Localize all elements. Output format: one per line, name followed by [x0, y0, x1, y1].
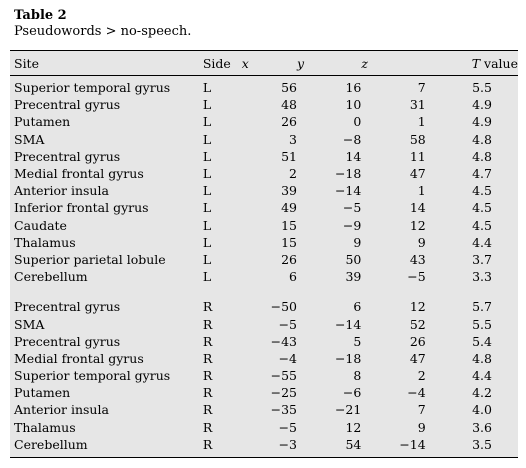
table-row	[10, 199, 518, 216]
cell-x: −5	[278, 316, 297, 332]
table-row	[10, 182, 518, 199]
cell-t: 5.7	[472, 299, 492, 315]
cell-x: 51	[281, 148, 297, 164]
cell-t: 4.7	[472, 166, 492, 182]
cell-y: −5	[342, 200, 362, 216]
table-row	[10, 401, 518, 418]
cell-side: L	[202, 166, 212, 182]
cell-y: 6	[353, 299, 362, 315]
cell-t: 4.4	[472, 234, 492, 250]
cell-x: 56	[281, 80, 297, 96]
table-row	[10, 131, 518, 148]
table-title: Table 2	[14, 8, 67, 23]
cell-z: 47	[409, 350, 426, 366]
cell-y: −14	[334, 183, 362, 199]
cell-side: L	[202, 217, 212, 233]
cell-t: 4.0	[472, 402, 492, 418]
cell-site: Anterior insula	[14, 402, 109, 418]
cell-y: 10	[345, 97, 362, 113]
cell-side: R	[202, 368, 213, 384]
table-row	[10, 268, 518, 285]
cell-t: 5.4	[472, 333, 492, 349]
cell-x: 26	[281, 114, 297, 130]
table-subtitle: Pseudowords > no-speech.	[14, 24, 192, 39]
table-row	[10, 217, 518, 234]
cell-t: 3.3	[472, 269, 492, 285]
header-site: Site	[10, 51, 203, 76]
cell-t: 3.6	[472, 419, 492, 435]
table-row	[10, 165, 518, 182]
cell-z: 9	[417, 234, 426, 250]
cell-x: −50	[270, 299, 297, 315]
cell-x: 2	[289, 166, 297, 182]
table-row	[10, 367, 518, 384]
cell-z: 2	[417, 368, 426, 384]
cell-t: 4.5	[472, 200, 492, 216]
cell-site: Precentral gyrus	[14, 333, 121, 349]
cell-t: 4.5	[472, 217, 492, 233]
cell-z: 11	[409, 148, 426, 164]
cell-z: 26	[409, 333, 426, 349]
table-body	[10, 76, 518, 453]
cell-z: 47	[409, 166, 426, 182]
results-table	[10, 51, 518, 453]
table-row	[10, 436, 518, 453]
cell-x: −43	[270, 333, 297, 349]
cell-site: Medial frontal gyrus	[14, 350, 144, 366]
cell-side: L	[202, 200, 212, 216]
cell-z: 9	[417, 419, 426, 435]
cell-z: 31	[409, 97, 426, 113]
cell-y: −18	[334, 166, 362, 182]
cell-side: R	[202, 316, 213, 332]
cell-t: 4.8	[472, 350, 492, 366]
cell-z: 1	[417, 183, 426, 199]
cell-site: Superior temporal gyrus	[14, 368, 171, 384]
cell-site: Medial frontal gyrus	[14, 166, 144, 182]
cell-x: 6	[289, 269, 297, 285]
cell-x: −55	[270, 368, 297, 384]
cell-x: 3	[289, 131, 297, 147]
cell-side: R	[202, 419, 213, 435]
cell-y: −21	[334, 402, 362, 418]
cell-site: Precentral gyrus	[14, 299, 121, 315]
cell-z: −14	[399, 436, 426, 452]
header-x: x	[242, 51, 297, 76]
cell-y: 12	[345, 419, 362, 435]
cell-side: R	[202, 402, 213, 418]
cell-t: 4.4	[472, 368, 492, 384]
cell-side: R	[202, 436, 213, 452]
cell-y: 9	[353, 234, 362, 250]
cell-y: 0	[353, 114, 362, 130]
cell-z: 14	[409, 200, 426, 216]
cell-site: Cerebellum	[14, 269, 88, 285]
header-y: y	[297, 51, 361, 76]
header-t-symbol: T	[471, 55, 481, 71]
cell-t: 4.8	[472, 148, 492, 164]
table-row	[10, 333, 518, 350]
cell-x: 39	[281, 183, 297, 199]
cell-site: Anterior insula	[14, 183, 109, 199]
cell-t: 4.2	[472, 385, 492, 401]
cell-y: 14	[345, 148, 362, 164]
cell-z: 7	[417, 402, 426, 418]
cell-x: −5	[278, 419, 297, 435]
cell-x: −35	[270, 402, 297, 418]
table-row	[10, 350, 518, 367]
results-table-container	[10, 50, 518, 458]
cell-site: Thalamus	[14, 419, 76, 435]
cell-y: 50	[345, 251, 362, 267]
cell-y: −6	[342, 385, 362, 401]
cell-y: 16	[345, 80, 362, 96]
cell-site: Superior temporal gyrus	[14, 80, 171, 96]
cell-site: Caudate	[14, 217, 67, 233]
cell-site: Putamen	[14, 385, 71, 401]
table-caption	[14, 8, 191, 40]
table-row	[10, 148, 518, 165]
table-row	[10, 113, 518, 130]
cell-y: 39	[345, 269, 362, 285]
cell-t: 3.7	[472, 251, 492, 267]
group-separator	[10, 285, 518, 295]
header-z: z	[361, 51, 425, 76]
table-row	[10, 234, 518, 251]
cell-x: −25	[270, 385, 297, 401]
cell-t: 4.9	[472, 97, 492, 113]
cell-site: Putamen	[14, 114, 71, 130]
cell-y: 8	[353, 368, 362, 384]
table-row	[10, 96, 518, 113]
cell-side: R	[202, 350, 213, 366]
cell-t: 4.9	[472, 114, 492, 130]
cell-z: 12	[409, 299, 426, 315]
cell-z: 43	[409, 251, 426, 267]
table-row	[10, 384, 518, 401]
cell-side: L	[202, 131, 212, 147]
cell-x: −3	[278, 436, 297, 452]
cell-t: 5.5	[472, 316, 492, 332]
cell-x: 49	[281, 200, 297, 216]
table-row	[10, 251, 518, 268]
cell-side: R	[202, 333, 213, 349]
cell-z: 58	[409, 131, 426, 147]
cell-side: L	[202, 251, 212, 267]
cell-z: 52	[409, 316, 426, 332]
cell-t: 3.5	[472, 436, 492, 452]
header-row	[10, 51, 518, 76]
group-separator-cell	[10, 285, 518, 295]
cell-x: 48	[281, 97, 297, 113]
header-side: Side	[203, 51, 242, 76]
cell-side: L	[202, 97, 212, 113]
cell-side: L	[202, 114, 212, 130]
cell-site: Precentral gyrus	[14, 97, 121, 113]
cell-z: 1	[417, 114, 426, 130]
cell-side: L	[202, 148, 212, 164]
cell-z: 7	[417, 80, 426, 96]
cell-side: L	[202, 80, 212, 96]
table-row	[10, 315, 518, 332]
cell-z: −5	[407, 269, 426, 285]
cell-side: L	[202, 234, 212, 250]
header-t-value	[426, 51, 518, 76]
cell-side: L	[202, 183, 212, 199]
cell-site: SMA	[14, 316, 45, 332]
cell-site: Thalamus	[14, 234, 76, 250]
cell-t: 5.5	[472, 80, 492, 96]
cell-z: −4	[407, 385, 426, 401]
cell-site: Superior parietal lobule	[14, 251, 166, 267]
cell-z: 12	[409, 217, 426, 233]
cell-y: −8	[342, 131, 362, 147]
cell-site: Cerebellum	[14, 436, 88, 452]
cell-y: −18	[334, 350, 362, 366]
cell-t: 4.8	[472, 131, 492, 147]
cell-x: 26	[281, 251, 297, 267]
cell-t: 4.5	[472, 183, 492, 199]
cell-site: Precentral gyrus	[14, 148, 121, 164]
table-row	[10, 419, 518, 436]
cell-side: R	[202, 385, 213, 401]
header-t-label: value	[480, 55, 518, 71]
cell-y: 5	[353, 333, 362, 349]
cell-x: 15	[281, 234, 297, 250]
cell-y: −9	[342, 217, 362, 233]
cell-site: SMA	[14, 131, 45, 147]
cell-side: L	[202, 269, 212, 285]
table-row	[10, 295, 518, 315]
cell-site: Inferior frontal gyrus	[14, 200, 149, 216]
cell-y: 54	[345, 436, 362, 452]
table-row	[10, 76, 518, 97]
cell-y: −14	[334, 316, 362, 332]
cell-x: −4	[278, 350, 297, 366]
cell-side: R	[202, 299, 213, 315]
cell-x: 15	[281, 217, 297, 233]
